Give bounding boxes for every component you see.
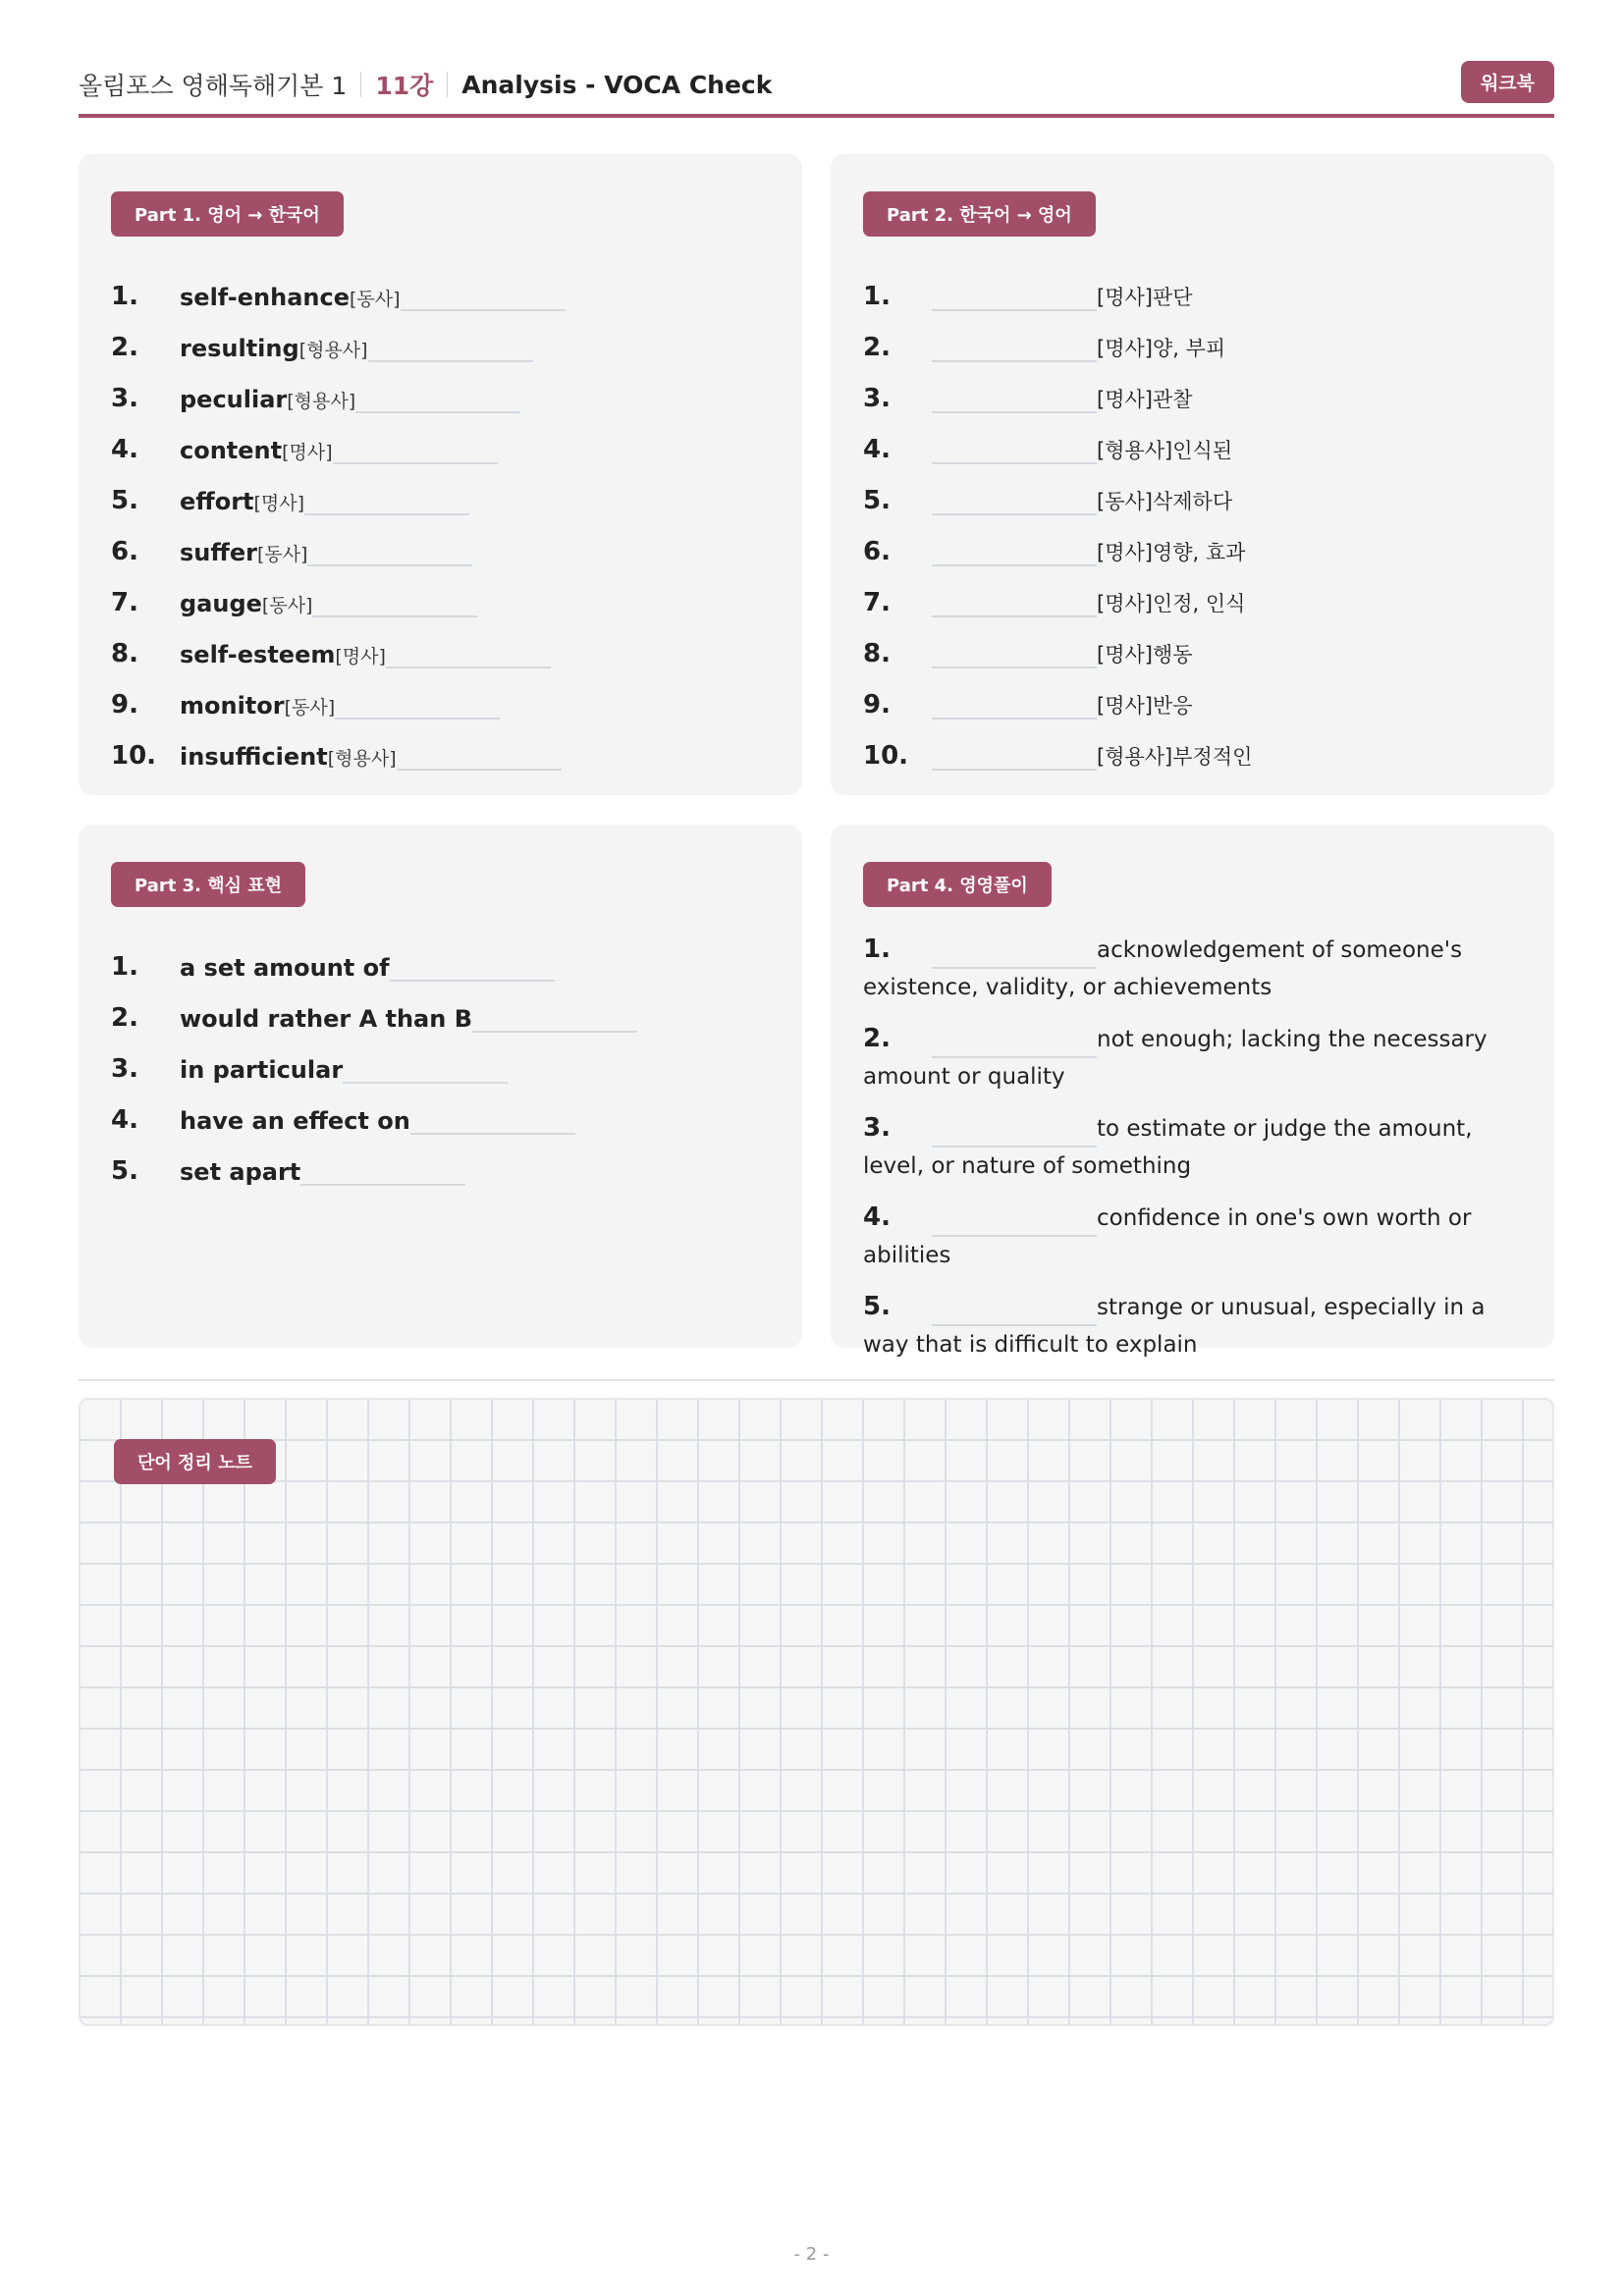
- list-item: [863, 720, 1525, 771]
- vocab-word: insufficient: [180, 743, 328, 771]
- english-definition: to estimate or judge the amount, level, or nature of something: [863, 1116, 1473, 1179]
- item-number: 5.: [863, 1292, 891, 1321]
- item-number: 2.: [111, 333, 138, 362]
- list-item: [111, 464, 773, 515]
- item-number: 10.: [111, 741, 157, 771]
- answer-blank[interactable]: [932, 431, 1097, 464]
- vocab-word: effort: [180, 488, 254, 515]
- header-left: [79, 67, 772, 102]
- list-item: [111, 1084, 773, 1135]
- list-item: [111, 982, 773, 1033]
- lesson-number: 11강: [375, 72, 434, 100]
- part-of-speech: [형용사]: [327, 748, 397, 770]
- answer-blank[interactable]: [932, 533, 1097, 566]
- part-of-speech: [동사]: [256, 544, 308, 565]
- part-of-speech: [명사]: [282, 442, 333, 463]
- answer-blank[interactable]: [932, 1118, 1097, 1148]
- answer-blank[interactable]: [932, 278, 1097, 311]
- answer-blank[interactable]: [304, 482, 469, 515]
- list-item: [111, 566, 773, 617]
- item-number: 8.: [863, 639, 891, 668]
- worksheet-title: Analysis - VOCA Check: [461, 70, 773, 99]
- key-phrase: would rather A than B: [180, 1005, 472, 1033]
- list-item: [111, 1033, 773, 1084]
- korean-meaning: [명사]반응: [1097, 694, 1193, 718]
- list-item: [863, 1288, 1525, 1363]
- list-item: [863, 362, 1525, 413]
- list-item: [863, 1199, 1525, 1274]
- answer-blank[interactable]: [312, 584, 477, 617]
- part1-tag: Part 1. 영어 → 한국어: [111, 191, 344, 237]
- part3-tag: Part 3. 핵심 표현: [111, 862, 305, 907]
- list-item: [863, 566, 1525, 617]
- list-item: [111, 931, 773, 982]
- list-item: [863, 260, 1525, 311]
- item-number: 1.: [863, 282, 891, 311]
- answer-blank[interactable]: [368, 329, 533, 362]
- answer-blank[interactable]: [932, 1297, 1097, 1326]
- list-item: [863, 1109, 1525, 1185]
- list-item: [111, 362, 773, 413]
- item-number: 2.: [863, 1024, 891, 1053]
- list-item: [863, 668, 1525, 720]
- key-phrase: set apart: [180, 1158, 301, 1186]
- header-divider: [360, 72, 361, 97]
- answer-blank[interactable]: [410, 1101, 575, 1135]
- vocab-word: monitor: [180, 692, 285, 720]
- answer-blank[interactable]: [932, 686, 1097, 720]
- answer-blank[interactable]: [932, 482, 1097, 515]
- korean-meaning: [명사]관찰: [1097, 388, 1193, 411]
- answer-blank[interactable]: [333, 431, 498, 464]
- list-item: [111, 413, 773, 464]
- item-number: 1.: [111, 282, 138, 311]
- answer-blank[interactable]: [932, 584, 1097, 617]
- part-of-speech: [형용사]: [298, 340, 368, 361]
- korean-meaning: [형용사]인식된: [1097, 439, 1233, 462]
- answer-blank[interactable]: [300, 1152, 465, 1186]
- list-item: [111, 260, 773, 311]
- page-number: - 2 -: [793, 2244, 830, 2265]
- vocab-word: self-esteem: [180, 641, 336, 668]
- vocab-note-grid[interactable]: [79, 1398, 1554, 2026]
- english-definition: confidence in one's own worth or abilities: [863, 1205, 1472, 1268]
- item-number: 5.: [863, 486, 891, 515]
- korean-meaning: [명사]양, 부피: [1097, 337, 1226, 360]
- list-item: [111, 1135, 773, 1186]
- item-number: 4.: [863, 435, 891, 464]
- answer-blank[interactable]: [932, 737, 1097, 771]
- item-number: 7.: [863, 588, 891, 617]
- list-item: [111, 311, 773, 362]
- vocab-word: suffer: [180, 539, 257, 566]
- answer-blank[interactable]: [932, 1029, 1097, 1058]
- english-definition: not enough; lacking the necessary amount or quality: [863, 1027, 1488, 1090]
- list-item: [863, 1020, 1525, 1095]
- part-of-speech: [동사]: [350, 289, 401, 310]
- answer-blank[interactable]: [307, 533, 472, 566]
- item-number: 7.: [111, 588, 138, 617]
- item-number: 3.: [111, 384, 138, 413]
- part-of-speech: [명사]: [253, 493, 305, 514]
- key-phrase: a set amount of: [180, 954, 390, 982]
- list-item: [111, 720, 773, 771]
- english-definition: acknowledgement of someone's existence, validity, or achievements: [863, 937, 1463, 1000]
- key-phrase: have an effect on: [180, 1107, 410, 1135]
- korean-meaning: [명사]인정, 인식: [1097, 592, 1246, 615]
- item-number: 9.: [111, 690, 138, 720]
- item-number: 3.: [863, 1113, 891, 1143]
- korean-meaning: [명사]영향, 효과: [1097, 541, 1246, 564]
- part4-card: [831, 825, 1554, 1358]
- part-of-speech: [동사]: [261, 595, 313, 616]
- korean-meaning: [형용사]부정적인: [1097, 745, 1253, 769]
- header-divider: [447, 72, 448, 97]
- answer-blank[interactable]: [390, 948, 555, 982]
- list-item: [111, 515, 773, 566]
- item-number: 5.: [111, 1156, 138, 1186]
- vocab-word: peculiar: [180, 386, 288, 413]
- answer-blank[interactable]: [472, 999, 637, 1033]
- notes-tag: 단어 정리 노트: [114, 1439, 276, 1484]
- item-number: 4.: [863, 1202, 891, 1232]
- answer-blank[interactable]: [397, 737, 562, 771]
- item-number: 8.: [111, 639, 138, 668]
- answer-blank[interactable]: [335, 686, 500, 720]
- answer-blank[interactable]: [401, 278, 566, 311]
- item-number: 6.: [111, 537, 138, 566]
- workbook-badge: 워크북: [1461, 61, 1554, 103]
- item-number: 5.: [111, 486, 138, 515]
- list-item: [863, 464, 1525, 515]
- item-number: 4.: [111, 1105, 138, 1135]
- part3-card: [79, 825, 802, 1348]
- part2-tag: Part 2. 한국어 → 영어: [863, 191, 1096, 237]
- item-number: 4.: [111, 435, 138, 464]
- part1-card: [79, 154, 802, 795]
- korean-meaning: [명사]판단: [1097, 286, 1193, 309]
- part3-list: [111, 931, 773, 1186]
- korean-meaning: [명사]행동: [1097, 643, 1193, 667]
- item-number: 1.: [863, 934, 891, 964]
- answer-blank[interactable]: [932, 1207, 1097, 1237]
- vocab-word: resulting: [180, 335, 299, 362]
- item-number: 3.: [111, 1054, 138, 1084]
- part-of-speech: [동사]: [284, 697, 336, 719]
- list-item: [863, 515, 1525, 566]
- answer-blank[interactable]: [386, 635, 551, 668]
- section-divider: [79, 1379, 1554, 1381]
- part2-card: [831, 154, 1554, 795]
- list-item: [863, 617, 1525, 668]
- part1-list: [111, 260, 773, 771]
- answer-blank[interactable]: [932, 380, 1097, 413]
- item-number: 2.: [111, 1003, 138, 1033]
- answer-blank[interactable]: [932, 939, 1097, 969]
- list-item: [863, 311, 1525, 362]
- part-of-speech: [형용사]: [287, 391, 356, 412]
- answer-blank[interactable]: [932, 329, 1097, 362]
- item-number: 2.: [863, 333, 891, 362]
- item-number: 9.: [863, 690, 891, 720]
- list-item: [111, 617, 773, 668]
- list-item: [863, 413, 1525, 464]
- series-title: 올림포스 영해독해기본 1: [79, 72, 348, 100]
- part4-list: [863, 931, 1525, 1377]
- answer-blank[interactable]: [355, 380, 520, 413]
- item-number: 3.: [863, 384, 891, 413]
- english-definition: strange or unusual, especially in a way that is difficult to explain: [863, 1295, 1486, 1358]
- item-number: 10.: [863, 741, 909, 771]
- item-number: 1.: [111, 952, 138, 982]
- vocab-word: self-enhance: [180, 284, 351, 311]
- part4-tag: Part 4. 영영풀이: [863, 862, 1052, 907]
- vocab-word: content: [180, 437, 283, 464]
- vocab-word: gauge: [180, 590, 262, 617]
- part2-list: [863, 260, 1525, 771]
- part-of-speech: [명사]: [335, 646, 386, 667]
- list-item: [863, 931, 1525, 1006]
- answer-blank[interactable]: [343, 1050, 508, 1084]
- answer-blank[interactable]: [932, 635, 1097, 668]
- korean-meaning: [동사]삭제하다: [1097, 490, 1233, 513]
- key-phrase: in particular: [180, 1056, 344, 1084]
- list-item: [111, 668, 773, 720]
- page-header: [79, 61, 1554, 118]
- item-number: 6.: [863, 537, 891, 566]
